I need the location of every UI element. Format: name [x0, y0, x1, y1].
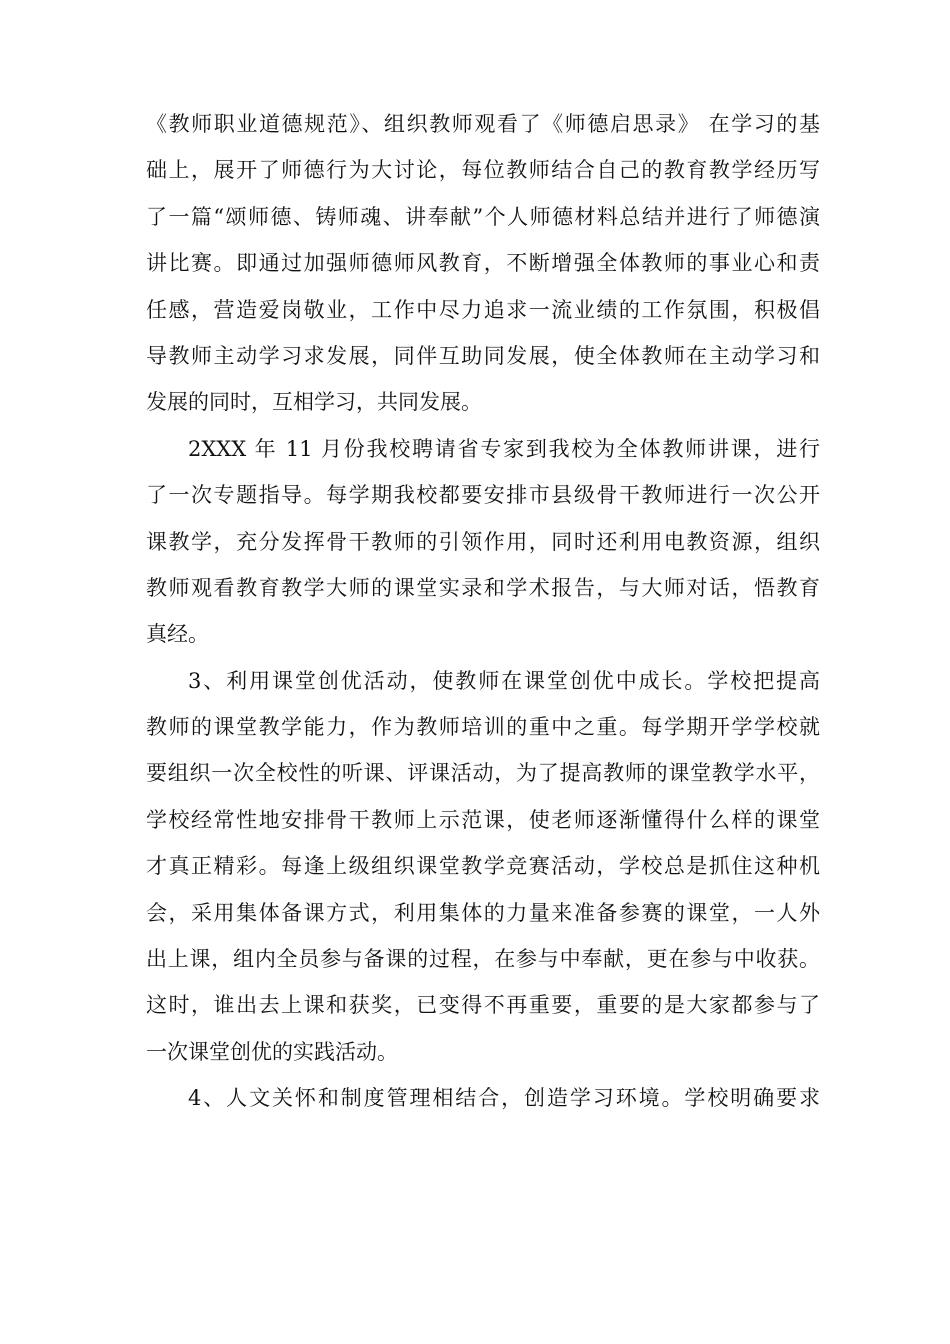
- text-line: 导教师主动学习求发展，同伴互助同发展，使全体教师在主动学习和: [146, 343, 820, 368]
- text-line: 才真正精彩。每逢上级组织课堂教学竞赛活动，学校总是抓住这种机: [146, 854, 820, 879]
- text-line: 这时，谁出去上课和获奖，已变得不再重要，重要的是大家都参与了: [146, 993, 820, 1018]
- text-line: 发展的同时，互相学习，共同发展。: [146, 390, 482, 415]
- text-line: 出上课，组内全员参与备课的过程，在参与中奉献，更在参与中收获。: [146, 947, 820, 972]
- text-line: 了一次专题指导。每学期我校都要安排市县级骨干教师进行一次公开: [146, 483, 820, 508]
- document-body: [146, 101, 820, 1122]
- text-line: 了一篇“颂师德、铸师魂、讲奉献”个人师德材料总结并进行了师德演: [146, 204, 820, 229]
- text-line: 要组织一次全校性的听课、评课活动，为了提高教师的课堂教学水平，: [146, 761, 820, 786]
- text-line: 真经。: [146, 622, 209, 647]
- text-line: 一次课堂创优的实践活动。: [146, 1039, 398, 1064]
- paragraph-1: [146, 101, 820, 426]
- text-line: 会，采用集体备课方式，利用集体的力量来准备参赛的课堂，一人外: [146, 900, 820, 925]
- text-line: 教师的课堂教学能力，作为教师培训的重中之重。每学期开学学校就: [146, 715, 820, 740]
- text-line: 讲比赛。即通过加强师德师风教育，不断增强全体教师的事业心和责: [146, 251, 820, 276]
- paragraph-2: [146, 426, 820, 658]
- paragraph-3: [146, 658, 820, 1076]
- text-line: 《教师职业道德规范》、组织教师观看了《师德启思录》 在学习的基: [146, 112, 820, 136]
- text-line: 3、利用课堂创优活动，使教师在课堂创优中成长。学校把提高: [188, 668, 820, 693]
- text-line: 础上，展开了师德行为大讨论，每位教师结合自己的教育教学经历写: [146, 158, 820, 183]
- text-line: 2XXX 年 11 月份我校聘请省专家到我校为全体教师讲课，进行: [188, 436, 820, 461]
- text-line: 教师观看教育教学大师的课堂实录和学术报告，与大师对话，悟教育: [146, 575, 820, 600]
- text-line: 学校经常性地安排骨干教师上示范课，使老师逐渐懂得什么样的课堂: [146, 807, 820, 832]
- paragraph-4: [146, 1075, 820, 1121]
- text-line: 任感，营造爱岗敬业，工作中尽力追求一流业绩的工作氛围，积极倡: [146, 297, 820, 322]
- text-line: 课教学，充分发挥骨干教师的引领作用，同时还利用电教资源，组织: [146, 529, 820, 554]
- text-line: 4、人文关怀和制度管理相结合，创造学习环境。学校明确要求: [188, 1086, 820, 1111]
